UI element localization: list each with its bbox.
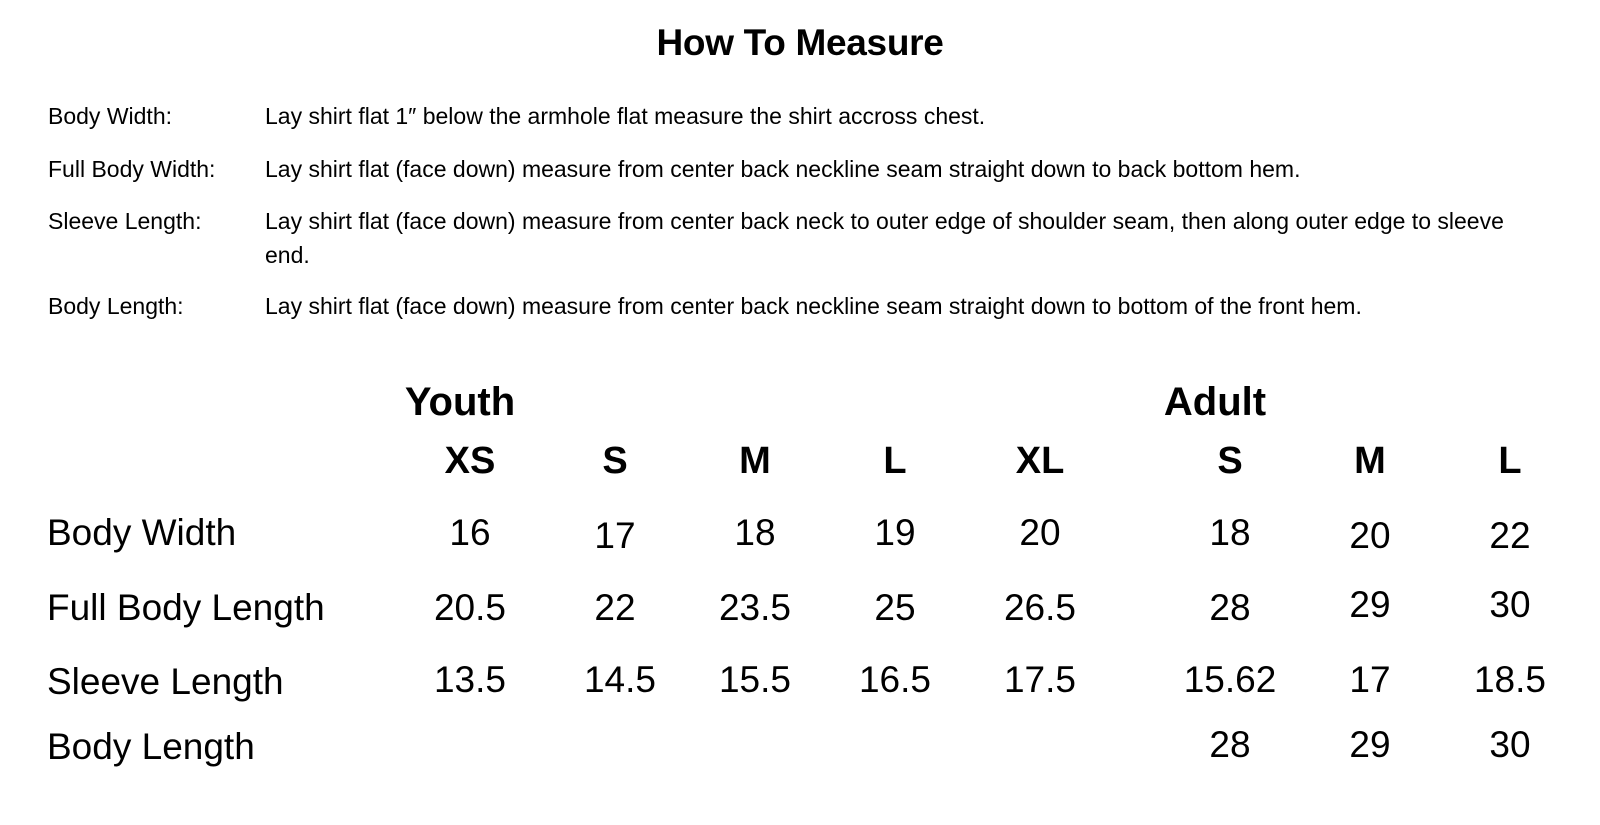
table-cell: 13.5: [433, 659, 506, 700]
table-cell: 26.5: [1003, 587, 1076, 628]
instruction-label: Full Body Width:: [48, 156, 216, 182]
table-cell: 29: [1349, 584, 1391, 625]
table-cell: 29: [1349, 724, 1391, 765]
instruction-text: Lay shirt flat (face down) measure from center back neck to outer edge of shoulder seam, then along outer edge to sleeve end.: [265, 208, 1504, 268]
instruction-text: Lay shirt flat (face down) measure from center back neckline seam straight down to bottom of the front hem.: [265, 293, 1362, 319]
table-cell: 16.5: [858, 659, 931, 700]
size-header: S: [1217, 440, 1243, 482]
row-label: Body Length: [47, 726, 255, 767]
table-cell: 19: [874, 512, 916, 553]
table-cell: 18.5: [1473, 659, 1546, 700]
table-cell: 30: [1489, 724, 1531, 765]
table-cell: 17: [1349, 659, 1391, 700]
table-cell: 17.5: [1003, 659, 1076, 700]
instruction-label: Body Width:: [48, 103, 172, 129]
table-cell: 14.5: [583, 659, 656, 700]
size-header: XL: [1015, 440, 1065, 482]
row-label: Body Width: [47, 512, 237, 553]
table-cell: 28: [1209, 587, 1251, 628]
table-cell: 28: [1209, 724, 1251, 765]
size-header: M: [1354, 440, 1386, 482]
table-cell: 23.5: [718, 587, 791, 628]
size-header: M: [739, 440, 771, 482]
instruction-label: Sleeve Length:: [48, 208, 202, 234]
table-cell: 22: [1489, 515, 1531, 556]
group-heading-adult: Adult: [1163, 380, 1267, 424]
size-header: L: [1498, 440, 1522, 482]
page-title: How To Measure: [656, 22, 944, 63]
instruction-text: Lay shirt flat 1″ below the armhole flat measure the shirt accross chest.: [265, 103, 986, 129]
table-cell: 30: [1489, 584, 1531, 625]
size-header: S: [602, 440, 628, 482]
table-cell: 25: [874, 587, 916, 628]
instruction-label: Body Length:: [48, 293, 184, 319]
table-cell: 22: [594, 587, 636, 628]
table-cell: 20: [1349, 515, 1391, 556]
table-cell: 16: [449, 512, 491, 553]
table-cell: 17: [594, 515, 636, 556]
size-header: L: [883, 440, 907, 482]
table-cell: 18: [1209, 512, 1251, 553]
instruction-text: Lay shirt flat (face down) measure from center back neckline seam straight down to back bottom hem.: [265, 156, 1301, 182]
table-cell: 20.5: [433, 587, 506, 628]
table-cell: 18: [734, 512, 776, 553]
table-cell: 15.62: [1183, 659, 1277, 700]
table-cell: 20: [1019, 512, 1061, 553]
row-label: Full Body Length: [47, 587, 325, 628]
group-heading-youth: Youth: [404, 380, 516, 424]
size-header: XS: [444, 440, 496, 482]
row-label: Sleeve Length: [47, 661, 284, 702]
table-cell: 15.5: [718, 659, 791, 700]
